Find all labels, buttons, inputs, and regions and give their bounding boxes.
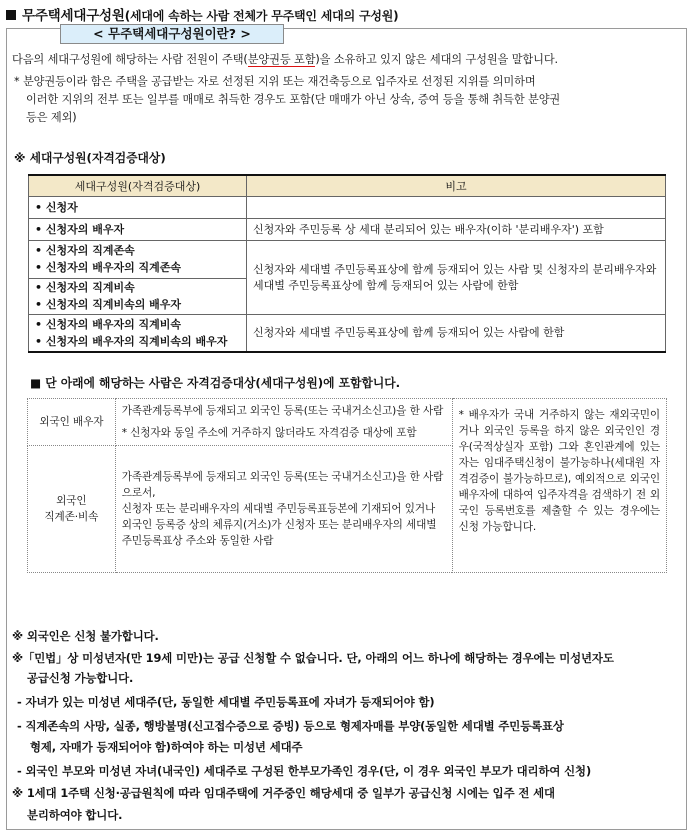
- label-line2: 직계존·비속: [44, 511, 99, 523]
- minor-case-1: - 자녀가 있는 미성년 세대주(단, 동일한 세대별 주민등록표에 자녀가 등재되어야 함): [17, 695, 435, 709]
- note-no-foreigners: ※ 외국인은 신청 불가합니다.: [12, 629, 159, 643]
- table-row: [29, 219, 666, 241]
- included-note: * 신청자와 동일 주소에 거주하지 않더라도 자격검증 대상에 포함: [121, 427, 417, 439]
- included-text: 가족관계등록부에 등재되고 외국인 등록(또는 국내거소신고)을 한 사람으로서,: [121, 471, 444, 499]
- square-bullet-icon: [6, 10, 16, 20]
- table-header-members: 세대구성원(자격검증대상): [29, 175, 247, 197]
- intro-text-post: )을 소유하고 있지 않은 세대의 구성원을 말합니다.: [315, 53, 559, 66]
- intro-note-line1: * 분양권등이라 함은 주택을 공급받는 자로 선정된 지위 또는 재건축등으로 입주자로 선정된 지위를 의미하며: [14, 75, 536, 88]
- member-item: • 신청자의 직계비속: [29, 278, 246, 296]
- section-members-title: ※ 세대구성원(자격검증대상): [14, 151, 166, 165]
- included-table: [27, 398, 667, 573]
- foreign-spouse-side-note: * 배우자가 국내 거주하지 않는 재외국민이거나 외국인 등록을 하지 않은 외국인인 경우(국적상실자 포함) 그와 혼인관계에 있는 자는 임대주택신청이 불가능하나(세대원 자격검증이 불가능하므로), 예외적으로 외국인 배우자에 대하여 입주자격을 검색하기 전 외국인 등록번호를 제출할 수 있는 경우에는 신청 가능합니다.: [452, 399, 666, 573]
- heading-title: 무주택세대구성원: [22, 8, 125, 24]
- member-item: • 신청자의 배우자: [35, 223, 125, 236]
- member-remark: 신청자와 주민등록 상 세대 분리되어 있는 배우자(이하 '분리배우자') 포함: [247, 219, 666, 241]
- included-text: 가족관계등록부에 등재되고 외국인 등록(또는 국내거소신고)을 한 사람: [121, 405, 444, 417]
- page-heading: [6, 4, 398, 24]
- note-one-household-line2: 분리하여야 합니다.: [27, 808, 123, 822]
- label-line1: 외국인: [56, 495, 87, 507]
- heading-subtitle: (세대에 속하는 사람 전체가 무주택인 세대의 구성원): [124, 9, 399, 23]
- member-item: • 신청자의 직계존속: [35, 244, 135, 257]
- member-item: • 신청자의 배우자의 직계비속의 배우자: [35, 335, 228, 348]
- member-item: • 신청자의 직계비속의 배우자: [35, 298, 182, 311]
- note-one-household-line1: ※ 1세대 1주택 신청·공급원칙에 따라 임대주택에 거주중인 해당세대 중 일부가 공급신청 시에는 입주 전 세대: [12, 786, 555, 800]
- included-text: 신청자 또는 분리배우자의 세대별 주민등록표등본에 기재되어 있거나: [121, 503, 436, 515]
- table-header-row: [29, 175, 666, 197]
- section-tab-title: < 무주택세대구성원이란? >: [60, 24, 284, 44]
- member-item: • 신청자의 배우자의 직계존속: [35, 261, 182, 274]
- intro-note-line3: 등은 제외): [26, 111, 77, 124]
- included-text: 외국인 등록증 상의 체류지(거소)가 신청자 또는 분리배우자의 세대별 주민등록표상 주소와 동일한 사람: [121, 519, 437, 547]
- table-row: [29, 197, 666, 219]
- intro-text-pre: 다음의 세대구성원에 해당하는 사람 전원이 주택(: [12, 53, 248, 66]
- members-table: [28, 174, 666, 353]
- table-header-remark: 비고: [247, 175, 666, 197]
- intro-note-line2: 이러한 지위의 전부 또는 일부를 매매로 취득한 경우도 포함(단 매매가 아닌 상속, 증여 등을 통해 취득한 분양권: [26, 93, 561, 106]
- note-minors-line2: 공급신청 가능합니다.: [27, 671, 134, 685]
- section-included-title: ■ 단 아래에 해당하는 사람은 자격검증대상(세대구성원)에 포함합니다.: [30, 376, 401, 390]
- intro-underlined-term: 분양권등 포함: [247, 53, 316, 66]
- member-remark: 신청자와 세대별 주민등록표상에 함께 등재되어 있는 사람에 한함: [247, 315, 666, 353]
- included-label-foreign-lineal: [28, 446, 116, 573]
- member-item: • 신청자: [35, 201, 78, 214]
- note-minors-line1: ※「민법」상 미성년자(만 19세 미만)는 공급 신청할 수 없습니다. 단, 아래의 어느 하나에 해당하는 경우에는 미성년자도: [12, 651, 614, 665]
- table-row: [28, 399, 667, 446]
- minor-case-3: - 외국인 부모와 미성년 자녀(내국인) 세대주로 구성된 한부모가족인 경우(단, 이 경우 외국인 부모가 대리하여 신청): [17, 764, 592, 778]
- minor-case-2-line2: 형제, 자매가 등재되어야 함)하여야 하는 미성년 세대주: [30, 740, 303, 754]
- member-item: • 신청자의 배우자의 직계비속: [35, 318, 182, 331]
- minor-case-2-line1: - 직계존속의 사망, 실종, 행방불명(신고접수증으로 증빙) 등으로 형제자매를 부양(동일한 세대별 주민등록표상: [17, 719, 564, 733]
- member-remark: [247, 197, 666, 219]
- intro-definition: [12, 51, 558, 68]
- table-row: [29, 241, 666, 315]
- table-row: [29, 315, 666, 353]
- member-remark: 신청자와 세대별 주민등록표상에 함께 등재되어 있는 사람 및 신청자의 분리배우자와 세대별 주민등록표상에 함께 등재되어 있는 사람에 한함: [247, 241, 666, 315]
- included-label-foreign-spouse: 외국인 배우자: [28, 399, 116, 446]
